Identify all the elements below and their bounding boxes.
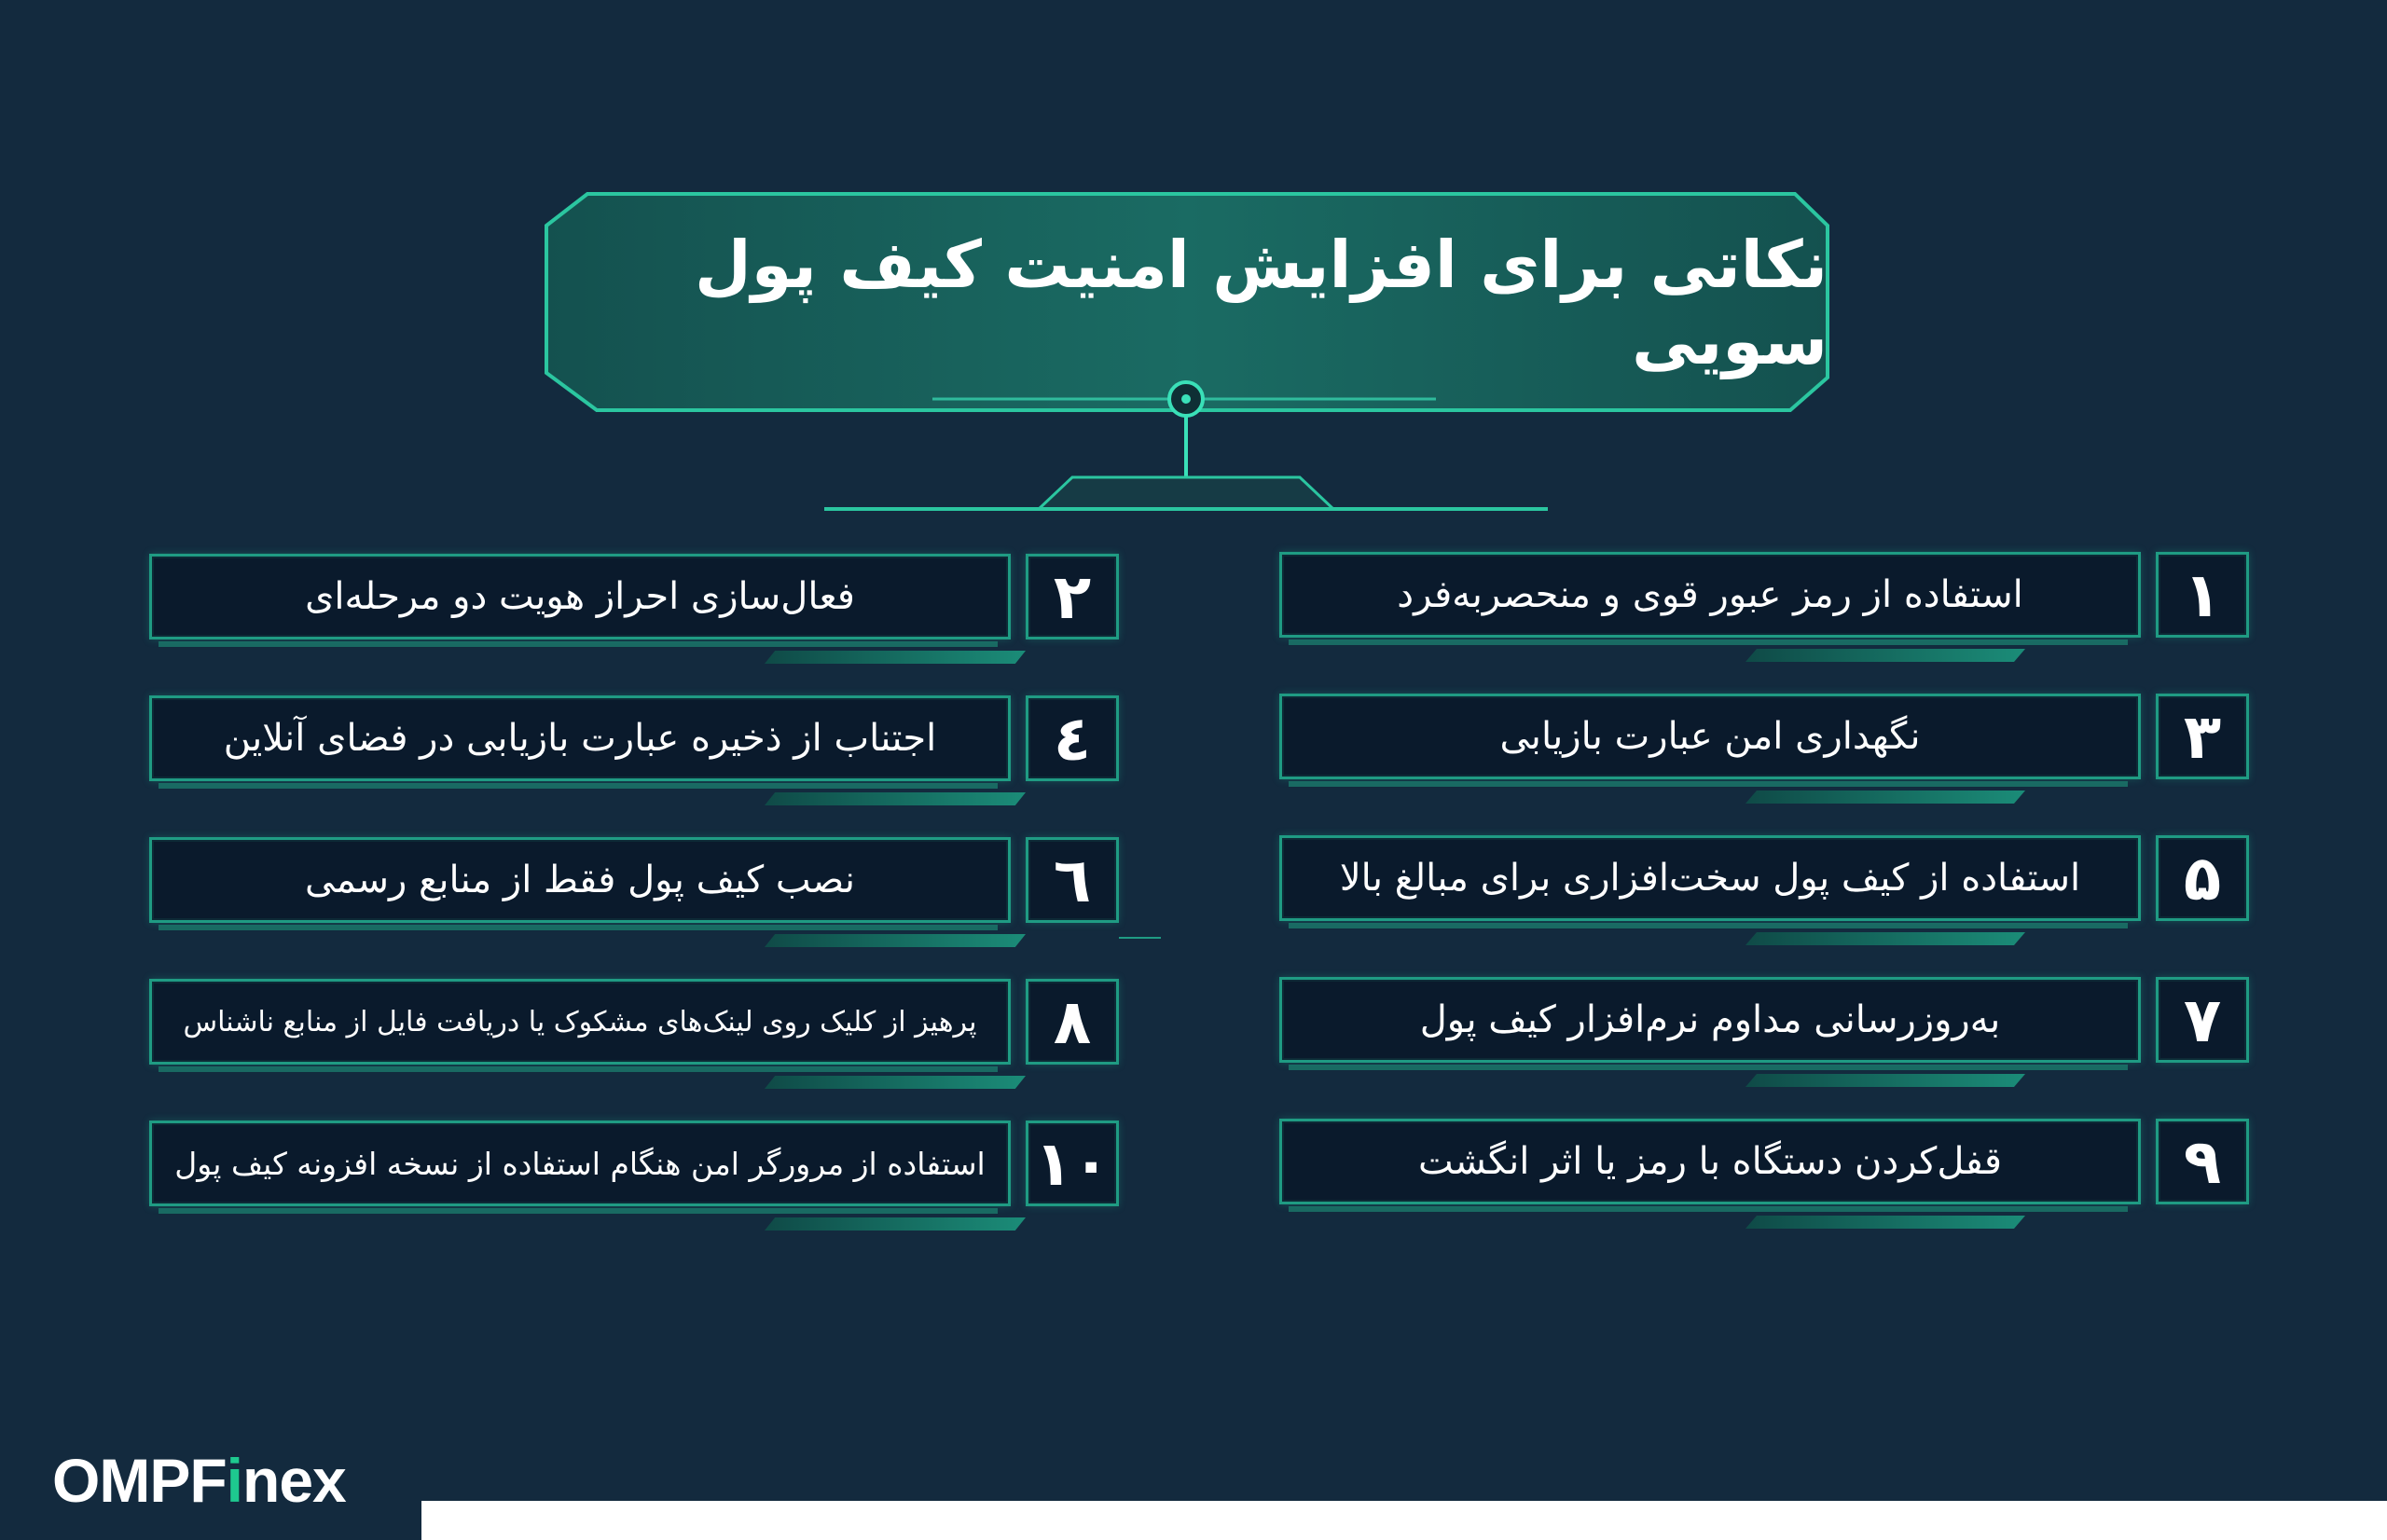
tip-text: نصب کیف پول فقط از منابع رسمی bbox=[149, 837, 1011, 923]
brand-accent: i bbox=[226, 1446, 242, 1515]
tip-number: ۲ bbox=[1026, 554, 1119, 639]
tip-number: ۱ bbox=[2156, 552, 2249, 638]
tip-number: ٤ bbox=[1026, 695, 1119, 781]
tip-number: ۱۰ bbox=[1026, 1121, 1119, 1206]
tip-text: نگهداری امن عبارت بازیابی bbox=[1279, 694, 2141, 779]
tip-5 bbox=[1279, 835, 2249, 925]
tip-3 bbox=[1279, 694, 2249, 783]
tip-text: استفاده از مرورگر امن هنگام استفاده از نسخه افزونه کیف پول bbox=[149, 1121, 1011, 1206]
tip-number: ٦ bbox=[1026, 837, 1119, 923]
tip-text: اجتناب از ذخیره عبارت بازیابی در فضای آنلاین bbox=[149, 695, 1011, 781]
tip-8 bbox=[149, 979, 1119, 1068]
tip-10 bbox=[149, 1121, 1119, 1210]
brand-suffix: nex bbox=[242, 1446, 346, 1515]
tip-7 bbox=[1279, 977, 2249, 1066]
tip-1 bbox=[1279, 552, 2249, 641]
tip-text: فعال‌سازی احراز هویت دو مرحله‌ای bbox=[149, 554, 1011, 639]
brand-prefix: OMPF bbox=[52, 1446, 227, 1515]
tip-number: ۳ bbox=[2156, 694, 2249, 779]
tip-text: به‌روزرسانی مداوم نرم‌افزار کیف پول bbox=[1279, 977, 2141, 1063]
footer-bar bbox=[421, 1501, 2387, 1540]
tip-number: ۹ bbox=[2156, 1119, 2249, 1204]
tip-9 bbox=[1279, 1119, 2249, 1208]
tip-text: استفاده از کیف پول سخت‌افزاری برای مبالغ بالا bbox=[1279, 835, 2141, 921]
tip-text: استفاده از رمز عبور قوی و منحصربه‌فرد bbox=[1279, 552, 2141, 638]
tip-text: قفل‌کردن دستگاه با رمز یا اثر انگشت bbox=[1279, 1119, 2141, 1204]
tip-6 bbox=[149, 837, 1119, 927]
tip-2 bbox=[149, 554, 1119, 643]
tip-4 bbox=[149, 695, 1119, 785]
page-title: نکاتی برای افزایش امنیت کیف پول سویی bbox=[695, 227, 1828, 379]
tip-number: ۵ bbox=[2156, 835, 2249, 921]
tip-number: ۸ bbox=[1026, 979, 1119, 1065]
tip-text: پرهیز از کلیک روی لینک‌های مشکوک یا دریافت فایل از منابع ناشناس bbox=[149, 979, 1011, 1065]
brand-logo bbox=[52, 1445, 346, 1516]
tip-number: ۷ bbox=[2156, 977, 2249, 1063]
